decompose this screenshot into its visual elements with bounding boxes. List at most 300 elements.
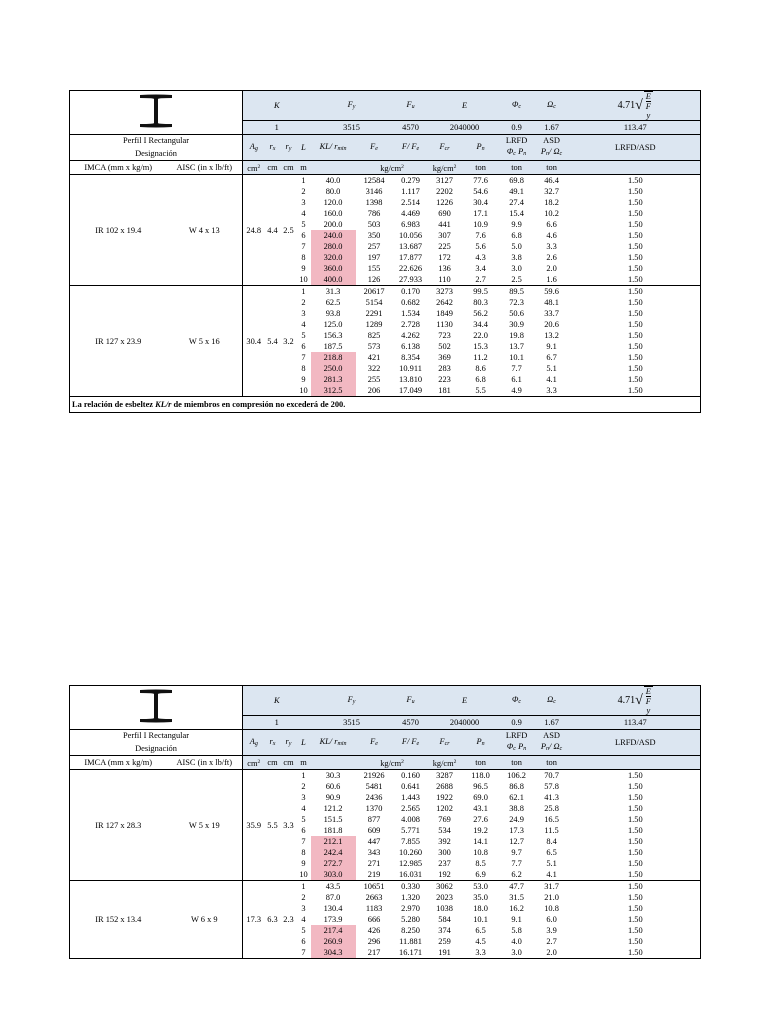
pn-cell: 69.0 <box>473 793 488 802</box>
fy-fe-cell: 2.728 <box>401 320 420 329</box>
fe-cell: 255 <box>367 375 381 384</box>
ratio-cell: 1.50 <box>571 892 701 903</box>
ratio-cell: 1.50 <box>571 385 701 397</box>
sym-L: L <box>297 135 311 161</box>
ratio-cell: 1.50 <box>571 308 701 319</box>
fcr-cell: 136 <box>438 264 451 273</box>
length-cell: 10 <box>297 274 311 286</box>
lrfd-cell: 86.8 <box>509 782 524 791</box>
asd-cell: 5.1 <box>546 364 557 373</box>
ratio-cell: 1.50 <box>571 341 701 352</box>
ratio-cell: 1.50 <box>571 197 701 208</box>
fy-fe-cell: 7.855 <box>401 837 420 846</box>
sym-rx: rx <box>265 135 281 161</box>
fy-fe-cell: 0.682 <box>401 298 420 307</box>
asd-cell: 48.1 <box>544 298 559 307</box>
pn-cell: 18.0 <box>473 904 488 913</box>
column-capacity-table <box>69 90 700 413</box>
length-cell: 1 <box>301 771 306 780</box>
unit-Fcr: $kg/cm^2$ <box>429 161 461 175</box>
lrfd-cell: 31.5 <box>509 893 524 902</box>
sym-Fcr: Fcr <box>429 730 461 756</box>
ratio-cell: 1.50 <box>571 208 701 219</box>
fcr-cell: 259 <box>438 937 451 946</box>
lrfd-cell: 12.7 <box>509 837 524 846</box>
length-cell: 10 <box>297 385 311 397</box>
pn-cell: 3.3 <box>461 947 501 959</box>
col-Fy-label: Fy <box>311 686 393 716</box>
fcr-cell: 369 <box>438 353 451 362</box>
fe-cell: 877 <box>367 815 381 824</box>
lrfd-cell: 4.9 <box>501 385 533 397</box>
val-E: 2040000 <box>429 716 501 730</box>
unit-KL <box>311 756 356 770</box>
lrfd-cell: 4.0 <box>511 937 522 946</box>
length-cell: 4 <box>301 915 306 924</box>
pn-cell: 4.3 <box>475 253 486 262</box>
pn-cell: 10.9 <box>473 220 488 229</box>
ratio-cell: 1.50 <box>571 297 701 308</box>
fe-cell: 503 <box>367 220 381 229</box>
sym-ASD-formula: Pn/ Ωc <box>533 146 571 161</box>
lrfd-cell: 19.8 <box>509 331 524 340</box>
val-K: 1 <box>243 716 311 730</box>
fy-fe-cell: 13.687 <box>399 242 423 251</box>
sym-Pn: Pn <box>461 730 501 756</box>
fcr-cell: 2642 <box>436 298 453 307</box>
fe-cell: 271 <box>367 859 381 868</box>
imca-designation: IR 102 x 19.4 <box>70 175 167 286</box>
unit-rx: cm <box>265 756 281 770</box>
length-cell: 2 <box>301 298 306 307</box>
lrfd-cell: 6.1 <box>511 375 522 384</box>
fcr-cell: 723 <box>438 331 451 340</box>
fcr-cell: 690 <box>438 209 451 218</box>
asd-cell: 32.7 <box>544 187 559 196</box>
fe-cell: 447 <box>367 837 381 846</box>
area-value: 35.9 <box>243 770 265 881</box>
fy-fe-cell: 10.056 <box>399 231 423 240</box>
fcr-cell: 2202 <box>436 187 453 196</box>
ratio-cell: 1.50 <box>571 947 701 959</box>
fcr-cell: 225 <box>438 242 451 251</box>
sym-FyFe: F/ Fe <box>393 135 429 161</box>
ratio-cell: 1.50 <box>571 903 701 914</box>
val-phi: 0.9 <box>501 716 533 730</box>
asd-cell: 46.4 <box>544 176 559 185</box>
sym-ASD: ASD <box>533 730 571 742</box>
fe-cell: 217 <box>356 947 393 959</box>
length-cell: 4 <box>301 804 306 813</box>
fcr-cell: 223 <box>438 375 451 384</box>
pn-cell: 5.5 <box>461 385 501 397</box>
fcr-cell: 374 <box>438 926 451 935</box>
slenderness-cell: 200.0 <box>323 220 343 229</box>
length-cell: 8 <box>301 848 306 857</box>
fe-cell: 1370 <box>365 804 383 813</box>
sym-KL: KL/ rmin <box>311 135 356 161</box>
length-cell: 3 <box>301 904 306 913</box>
fy-fe-cell: 17.877 <box>399 253 423 262</box>
pn-cell: 14.1 <box>473 837 488 846</box>
ry-value: 2.3 <box>281 881 297 959</box>
lrfd-cell: 3.0 <box>511 264 522 273</box>
val-Fu: 4570 <box>393 121 429 135</box>
aisc-designation: W 5 x 19 <box>167 770 243 881</box>
fcr-cell: 1922 <box>436 793 453 802</box>
length-cell: 3 <box>301 198 306 207</box>
fy-fe-cell: 0.641 <box>401 782 420 791</box>
lrfd-cell: 3.8 <box>511 253 522 262</box>
fcr-cell: 1226 <box>436 198 453 207</box>
slenderness-cell: 312.5 <box>311 385 356 397</box>
profile-title: Perfil I Rectangular <box>70 135 243 147</box>
fcr-cell: 2023 <box>436 893 453 902</box>
slenderness-cell: 90.9 <box>325 793 341 802</box>
length-cell: 5 <box>301 331 306 340</box>
pn-cell: 8.6 <box>475 364 486 373</box>
ratio-cell: 1.50 <box>571 881 701 893</box>
ratio-cell: 1.50 <box>571 836 701 847</box>
fcr-cell: 300 <box>438 848 451 857</box>
val-Fy: 3515 <box>311 121 393 135</box>
ry-value: 3.2 <box>281 286 297 397</box>
sym-KL: KL/ rmin <box>311 730 356 756</box>
slenderness-cell: 60.6 <box>325 782 341 791</box>
slenderness-cell: 320.0 <box>311 252 356 263</box>
fe-cell: 296 <box>367 937 381 946</box>
fy-fe-cell: 8.354 <box>401 353 420 362</box>
length-cell: 9 <box>301 264 306 273</box>
lrfd-cell: 13.7 <box>509 342 524 351</box>
unit-Pn: ton <box>461 161 501 175</box>
asd-cell: 5.1 <box>546 859 557 868</box>
slenderness-cell: 303.0 <box>311 869 356 881</box>
col-Fu-label: Fu <box>393 686 429 716</box>
imca-designation: IR 127 x 23.9 <box>70 286 167 397</box>
fy-fe-cell: 12.985 <box>399 859 423 868</box>
fe-cell: 786 <box>367 209 381 218</box>
fy-fe-cell: 16.031 <box>393 869 429 881</box>
asd-cell: 6.5 <box>546 848 557 857</box>
fcr-cell: 1038 <box>436 904 453 913</box>
asd-cell: 2.6 <box>546 253 557 262</box>
asd-cell: 6.0 <box>546 915 557 924</box>
lrfd-cell: 7.7 <box>511 859 522 868</box>
lrfd-cell: 5.0 <box>511 242 522 251</box>
slenderness-cell: 187.5 <box>323 342 343 351</box>
fe-cell: 197 <box>367 253 381 262</box>
unit-ry: cm <box>281 161 297 175</box>
lrfd-cell: 72.3 <box>509 298 524 307</box>
fy-fe-cell: 4.262 <box>401 331 420 340</box>
rx-value: 6.3 <box>265 881 281 959</box>
fy-fe-cell: 1.443 <box>401 793 420 802</box>
ratio-cell: 1.50 <box>571 781 701 792</box>
fy-fe-cell: 13.810 <box>399 375 423 384</box>
length-cell: 6 <box>301 937 306 946</box>
fcr-cell: 191 <box>429 947 461 959</box>
fcr-cell: 192 <box>429 869 461 881</box>
unit-Fe: $kg/cm^2$ <box>356 756 429 770</box>
unit-ry: cm <box>281 756 297 770</box>
slenderness-cell: 260.9 <box>311 936 356 947</box>
fe-cell: 5154 <box>365 298 383 307</box>
rx-value: 5.4 <box>265 286 281 397</box>
fy-fe-cell: 5.771 <box>401 826 420 835</box>
length-cell: 1 <box>301 176 306 185</box>
asd-cell: 16.5 <box>544 815 559 824</box>
length-cell: 1 <box>301 287 306 296</box>
slenderness-cell: 250.0 <box>311 363 356 374</box>
fcr-cell: 1202 <box>436 804 453 813</box>
fe-cell: 1398 <box>365 198 383 207</box>
fy-fe-cell: 1.320 <box>401 893 420 902</box>
ratio-cell: 1.50 <box>571 186 701 197</box>
fe-cell: 257 <box>367 242 381 251</box>
lrfd-cell: 9.7 <box>511 848 522 857</box>
area-value: 17.3 <box>243 881 265 959</box>
pn-cell: 54.6 <box>473 187 488 196</box>
designation-label: Designación <box>70 146 243 161</box>
length-cell: 6 <box>301 231 306 240</box>
fy-fe-cell: 6.983 <box>401 220 420 229</box>
slenderness-cell: 125.0 <box>323 320 343 329</box>
val-lambda: 113.47 <box>571 121 701 135</box>
imca-designation: IR 127 x 28.3 <box>70 770 167 881</box>
fy-fe-cell: 8.250 <box>401 926 420 935</box>
asd-cell: 20.6 <box>544 320 559 329</box>
lrfd-cell: 69.8 <box>509 176 524 185</box>
imca-designation: IR 152 x 13.4 <box>70 881 167 959</box>
length-cell: 8 <box>301 253 306 262</box>
fe-cell: 609 <box>367 826 381 835</box>
fe-cell: 20617 <box>363 287 385 296</box>
unit-imca: IMCA (mm x kg/m) <box>70 161 167 175</box>
fe-cell: 12584 <box>363 176 385 185</box>
asd-cell: 6.6 <box>546 220 557 229</box>
fe-cell: 126 <box>356 274 393 286</box>
slenderness-cell: 31.3 <box>325 287 341 296</box>
fe-cell: 2436 <box>365 793 383 802</box>
fcr-cell: 502 <box>438 342 451 351</box>
fcr-cell: 110 <box>429 274 461 286</box>
fcr-cell: 441 <box>438 220 451 229</box>
sym-ratio: LRFD/ASD <box>571 730 701 756</box>
unit-Ag: $cm^2$ <box>243 161 265 175</box>
fy-fe-cell: 6.138 <box>401 342 420 351</box>
lrfd-cell: 9.9 <box>511 220 522 229</box>
pn-cell: 5.6 <box>475 242 486 251</box>
pn-cell: 43.1 <box>473 804 488 813</box>
lrfd-cell: 6.2 <box>501 869 533 881</box>
slenderness-cell: 173.9 <box>323 915 343 924</box>
ratio-cell: 1.50 <box>571 770 701 782</box>
length-cell: 2 <box>301 187 306 196</box>
fe-cell: 343 <box>367 848 381 857</box>
unit-ASD: ton <box>533 756 571 770</box>
asd-cell: 21.0 <box>544 893 559 902</box>
col-E-label: E <box>429 91 501 121</box>
fy-fe-cell: 0.170 <box>401 287 420 296</box>
fcr-cell: 1849 <box>436 309 453 318</box>
fy-fe-cell: 5.280 <box>401 915 420 924</box>
length-cell: 6 <box>301 826 306 835</box>
asd-cell: 4.6 <box>546 231 557 240</box>
val-K: 1 <box>243 121 311 135</box>
length-cell: 6 <box>301 342 306 351</box>
col-lambda-label: 4.71 √ E F y <box>571 91 701 121</box>
slenderness-cell: 242.4 <box>311 847 356 858</box>
asd-cell: 6.7 <box>546 353 557 362</box>
ratio-cell: 1.50 <box>571 792 701 803</box>
fcr-cell: 584 <box>438 915 451 924</box>
table-row <box>70 881 701 893</box>
asd-cell: 70.7 <box>544 771 559 780</box>
lrfd-cell: 49.1 <box>509 187 524 196</box>
i-beam-icon <box>136 686 176 726</box>
val-omega: 1.67 <box>533 716 571 730</box>
ratio-cell: 1.50 <box>571 858 701 869</box>
sym-ASD-formula: Pn/ Ωc <box>533 741 571 756</box>
ry-value: 3.3 <box>281 770 297 881</box>
lrfd-cell: 5.8 <box>511 926 522 935</box>
asd-cell: 8.4 <box>546 837 557 846</box>
sym-Ag: Ag <box>243 135 265 161</box>
fe-cell: 206 <box>356 385 393 397</box>
pn-cell: 11.2 <box>473 353 488 362</box>
pn-cell: 27.6 <box>473 815 488 824</box>
col-K-label: K <box>243 91 311 121</box>
fy-fe-cell: 2.970 <box>401 904 420 913</box>
fcr-cell: 769 <box>438 815 451 824</box>
pn-cell: 3.4 <box>475 264 486 273</box>
asd-cell: 25.8 <box>544 804 559 813</box>
fcr-cell: 1130 <box>436 320 453 329</box>
lrfd-cell: 16.2 <box>509 904 524 913</box>
sym-rx: rx <box>265 730 281 756</box>
fy-fe-cell: 16.171 <box>393 947 429 959</box>
designation-label: Designación <box>70 741 243 756</box>
unit-Pn: ton <box>461 756 501 770</box>
fe-cell: 322 <box>367 364 381 373</box>
asd-cell: 41.3 <box>544 793 559 802</box>
unit-L: m <box>297 161 311 175</box>
aisc-designation: W 6 x 9 <box>167 881 243 959</box>
col-omega-label: Ωc <box>533 91 571 121</box>
pn-cell: 17.1 <box>473 209 488 218</box>
fcr-cell: 237 <box>438 859 451 868</box>
fcr-cell: 307 <box>438 231 451 240</box>
ratio-cell: 1.50 <box>571 869 701 881</box>
lrfd-cell: 6.8 <box>511 231 522 240</box>
slenderness-cell: 281.3 <box>311 374 356 385</box>
length-cell: 5 <box>301 815 306 824</box>
pn-cell: 10.8 <box>473 848 488 857</box>
pn-cell: 80.3 <box>473 298 488 307</box>
ratio-cell: 1.50 <box>571 847 701 858</box>
pn-cell: 7.6 <box>475 231 486 240</box>
fcr-cell: 172 <box>438 253 451 262</box>
ratio-cell: 1.50 <box>571 825 701 836</box>
unit-aisc: AISC (in x lb/ft) <box>167 161 243 175</box>
rx-value: 4.4 <box>265 175 281 286</box>
ratio-cell: 1.50 <box>571 803 701 814</box>
pn-cell: 30.4 <box>473 198 488 207</box>
aisc-designation: W 5 x 16 <box>167 286 243 397</box>
slenderness-cell: 181.8 <box>323 826 343 835</box>
pn-cell: 99.5 <box>473 287 488 296</box>
ratio-cell: 1.50 <box>571 274 701 286</box>
asd-cell: 4.1 <box>533 869 571 881</box>
length-cell: 4 <box>301 209 306 218</box>
logo-cell <box>70 91 243 135</box>
length-cell: 8 <box>301 364 306 373</box>
fcr-cell: 392 <box>438 837 451 846</box>
col-phi-label: Φc <box>501 686 533 716</box>
fy-fe-cell: 1.534 <box>401 309 420 318</box>
length-cell: 2 <box>301 782 306 791</box>
sym-LRFD: LRFD <box>501 135 533 147</box>
asd-cell: 13.2 <box>544 331 559 340</box>
i-beam-icon <box>136 91 176 131</box>
sym-ASD: ASD <box>533 135 571 147</box>
table-row <box>70 286 701 298</box>
ratio-cell: 1.50 <box>571 219 701 230</box>
fe-cell: 426 <box>367 926 381 935</box>
ratio-cell: 1.50 <box>571 363 701 374</box>
length-cell: 10 <box>297 869 311 881</box>
sym-Pn: Pn <box>461 135 501 161</box>
asd-cell: 11.5 <box>544 826 559 835</box>
pn-cell: 10.1 <box>473 915 488 924</box>
length-cell: 7 <box>301 242 306 251</box>
table-row <box>70 175 701 187</box>
fe-cell: 350 <box>367 231 381 240</box>
length-cell: 5 <box>301 926 306 935</box>
val-Fy: 3515 <box>311 716 393 730</box>
pn-cell: 6.9 <box>461 869 501 881</box>
asd-cell: 33.7 <box>544 309 559 318</box>
val-phi: 0.9 <box>501 121 533 135</box>
asd-cell: 2.7 <box>546 937 557 946</box>
profile-title: Perfil I Rectangular <box>70 730 243 742</box>
pn-cell: 4.5 <box>475 937 486 946</box>
pn-cell: 6.8 <box>475 375 486 384</box>
slenderness-cell: 218.8 <box>311 352 356 363</box>
length-cell: 4 <box>301 320 306 329</box>
asd-cell: 2.0 <box>533 947 571 959</box>
unit-rx: cm <box>265 161 281 175</box>
length-cell: 9 <box>301 375 306 384</box>
lrfd-cell: 106.2 <box>507 771 526 780</box>
pn-cell: 8.5 <box>475 859 486 868</box>
ratio-cell: 1.50 <box>571 936 701 947</box>
pn-cell: 19.2 <box>473 826 488 835</box>
slenderness-cell: 121.2 <box>323 804 343 813</box>
val-E: 2040000 <box>429 121 501 135</box>
fe-cell: 10651 <box>363 882 385 891</box>
length-cell: 2 <box>301 893 306 902</box>
length-cell: 7 <box>301 353 306 362</box>
fcr-cell: 283 <box>438 364 451 373</box>
sym-L: L <box>297 730 311 756</box>
fy-fe-cell: 10.911 <box>399 364 422 373</box>
length-cell: 3 <box>301 309 306 318</box>
lrfd-cell: 30.9 <box>509 320 524 329</box>
col-E-label: E <box>429 686 501 716</box>
slenderness-cell: 151.5 <box>323 815 343 824</box>
